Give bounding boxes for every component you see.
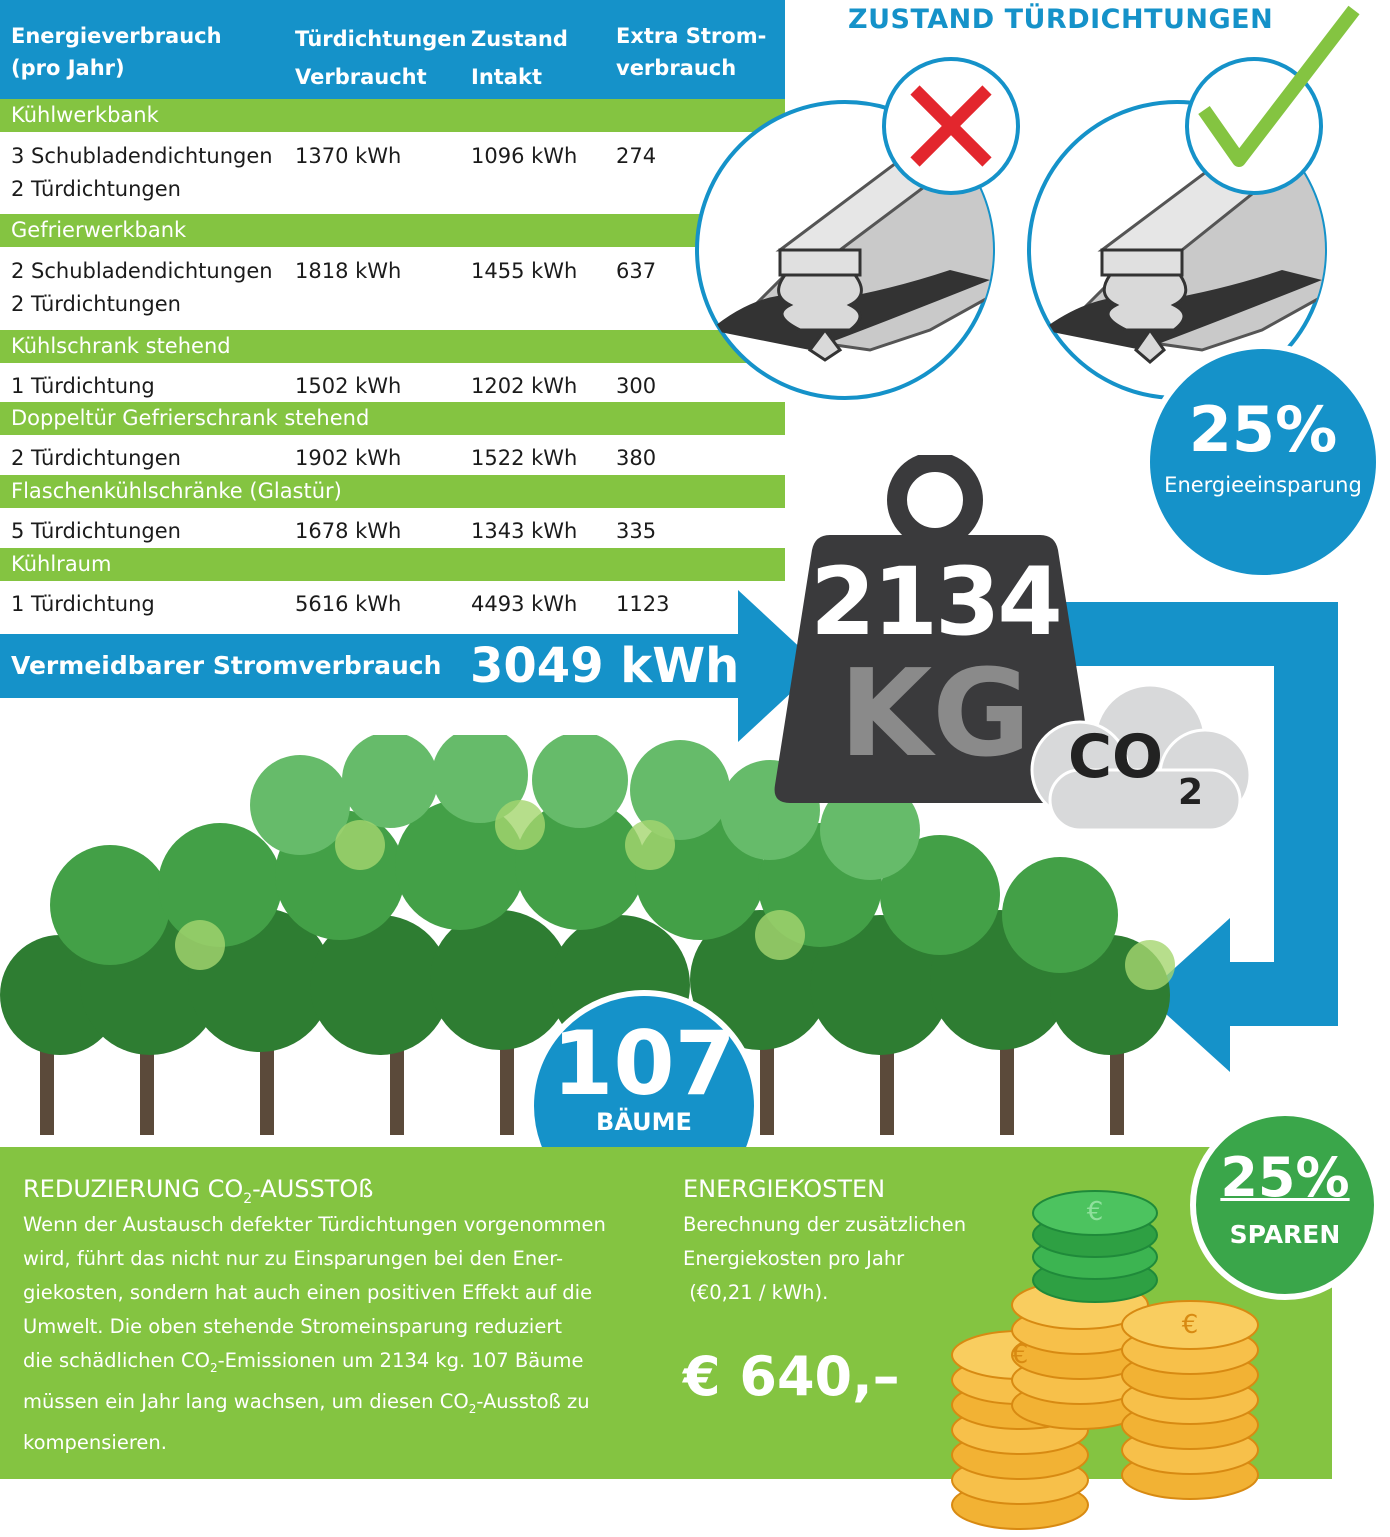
intact-cell: 1202 kWh bbox=[471, 374, 578, 398]
energy-saving-badge bbox=[1144, 343, 1382, 581]
savings-label: SPAREN bbox=[1229, 1220, 1341, 1249]
header-extra: Extra Strom- verbrauch bbox=[616, 24, 767, 80]
extra-cell: 274 bbox=[616, 144, 657, 168]
intact-cell: 1096 kWh bbox=[471, 144, 578, 168]
consumed-cell: 1902 kWh bbox=[295, 446, 402, 470]
cross-icon bbox=[880, 55, 1022, 197]
savings-percent: 25% bbox=[1220, 1146, 1350, 1209]
checkmark-icon bbox=[1184, 0, 1364, 200]
category-row: Gefrierwerkbank bbox=[0, 214, 785, 247]
seals-cell: 2 Schubladendichtungen 2 Türdichtungen bbox=[11, 259, 273, 316]
extra-cell: 1123 bbox=[616, 592, 670, 616]
trees-count: 107 bbox=[552, 1012, 736, 1115]
energy-costs-amount: € 640,– bbox=[683, 1345, 900, 1408]
savings-badge bbox=[1190, 1110, 1380, 1300]
category-row: Doppeltür Gefrierschrank stehend bbox=[0, 402, 785, 435]
seals-cell: 3 Schubladendichtungen 2 Türdichtungen bbox=[11, 144, 273, 201]
seals-cell: 1 Türdichtung bbox=[11, 374, 155, 398]
intact-cell: 1522 kWh bbox=[471, 446, 578, 470]
cloud-co: CO bbox=[1068, 722, 1164, 792]
extra-cell: 637 bbox=[616, 259, 657, 283]
total-bar bbox=[0, 634, 740, 698]
trees-label: BÄUME bbox=[596, 1108, 692, 1136]
reduction-title: REDUZIERUNG $CO_2$-AUSSTOß bbox=[23, 1175, 374, 1207]
intact-cell: 4493 kWh bbox=[471, 592, 578, 616]
svg-text:€: € bbox=[1011, 1340, 1029, 1370]
category-row: Flaschenkühlschränke (Glastür) bbox=[0, 475, 785, 508]
header-energy: Energieverbrauch (pro Jahr) bbox=[11, 24, 222, 80]
energy-costs-title: ENERGIEKOSTEN bbox=[683, 1175, 886, 1203]
consumed-cell: 1678 kWh bbox=[295, 519, 402, 543]
energy-saving-percent: 25% bbox=[1188, 393, 1338, 466]
weight-unit: KG bbox=[839, 645, 1031, 784]
total-label: Vermeidbarer Stromverbrauch bbox=[11, 651, 442, 680]
reduction-text: Wenn der Austausch defekter Türdichtungen vorgenommen wird, führt das nicht nur zu Einsparungen bei den Ener- giekosten, sondern hat auch einen positiven Effekt auf die Umwelt. Die oben stehende Stromeinsparung reduziert die schädlichen $CO_2$-Emissionen um 2134 kg. 107 Bäume müssen ein Jahr lang wachsen, um diesen $CO_2$-Ausstoß zu kompensieren. bbox=[23, 1213, 606, 1454]
consumed-cell: 1370 kWh bbox=[295, 144, 402, 168]
seal-condition-title: ZUSTAND TÜRDICHTUNGEN bbox=[848, 4, 1274, 35]
category-row: Kühlraum bbox=[0, 548, 785, 581]
extra-cell: 335 bbox=[616, 519, 657, 543]
total-value: 3049 kWh bbox=[470, 638, 740, 694]
header-intact: Zustand Intakt bbox=[471, 27, 568, 89]
energy-saving-label: Energieeinsparung bbox=[1164, 473, 1362, 497]
svg-text:€: € bbox=[1086, 1197, 1104, 1227]
cloud-sub: 2 bbox=[1178, 772, 1204, 813]
category-row: Kühlwerkbank bbox=[0, 99, 785, 132]
intact-cell: 1343 kWh bbox=[471, 519, 578, 543]
energy-costs-text: Berechnung der zusätzlichen Energiekosten pro Jahr (€0,21 / kWh). bbox=[683, 1213, 967, 1304]
seals-cell: 1 Türdichtung bbox=[11, 592, 155, 616]
header-consumed: Türdichtungen Verbraucht bbox=[295, 27, 467, 89]
consumed-cell: 1502 kWh bbox=[295, 374, 402, 398]
svg-text:€: € bbox=[1181, 1310, 1199, 1340]
seals-cell: 5 Türdichtungen bbox=[11, 519, 181, 543]
intact-cell: 1455 kWh bbox=[471, 259, 578, 283]
category-row: Kühlschrank stehend bbox=[0, 330, 785, 363]
consumed-cell: 1818 kWh bbox=[295, 259, 402, 283]
weight-value: 2134 bbox=[810, 548, 1060, 657]
seals-cell: 2 Türdichtungen bbox=[11, 446, 181, 470]
extra-cell: 300 bbox=[616, 374, 657, 398]
extra-cell: 380 bbox=[616, 446, 657, 470]
consumed-cell: 5616 kWh bbox=[295, 592, 402, 616]
